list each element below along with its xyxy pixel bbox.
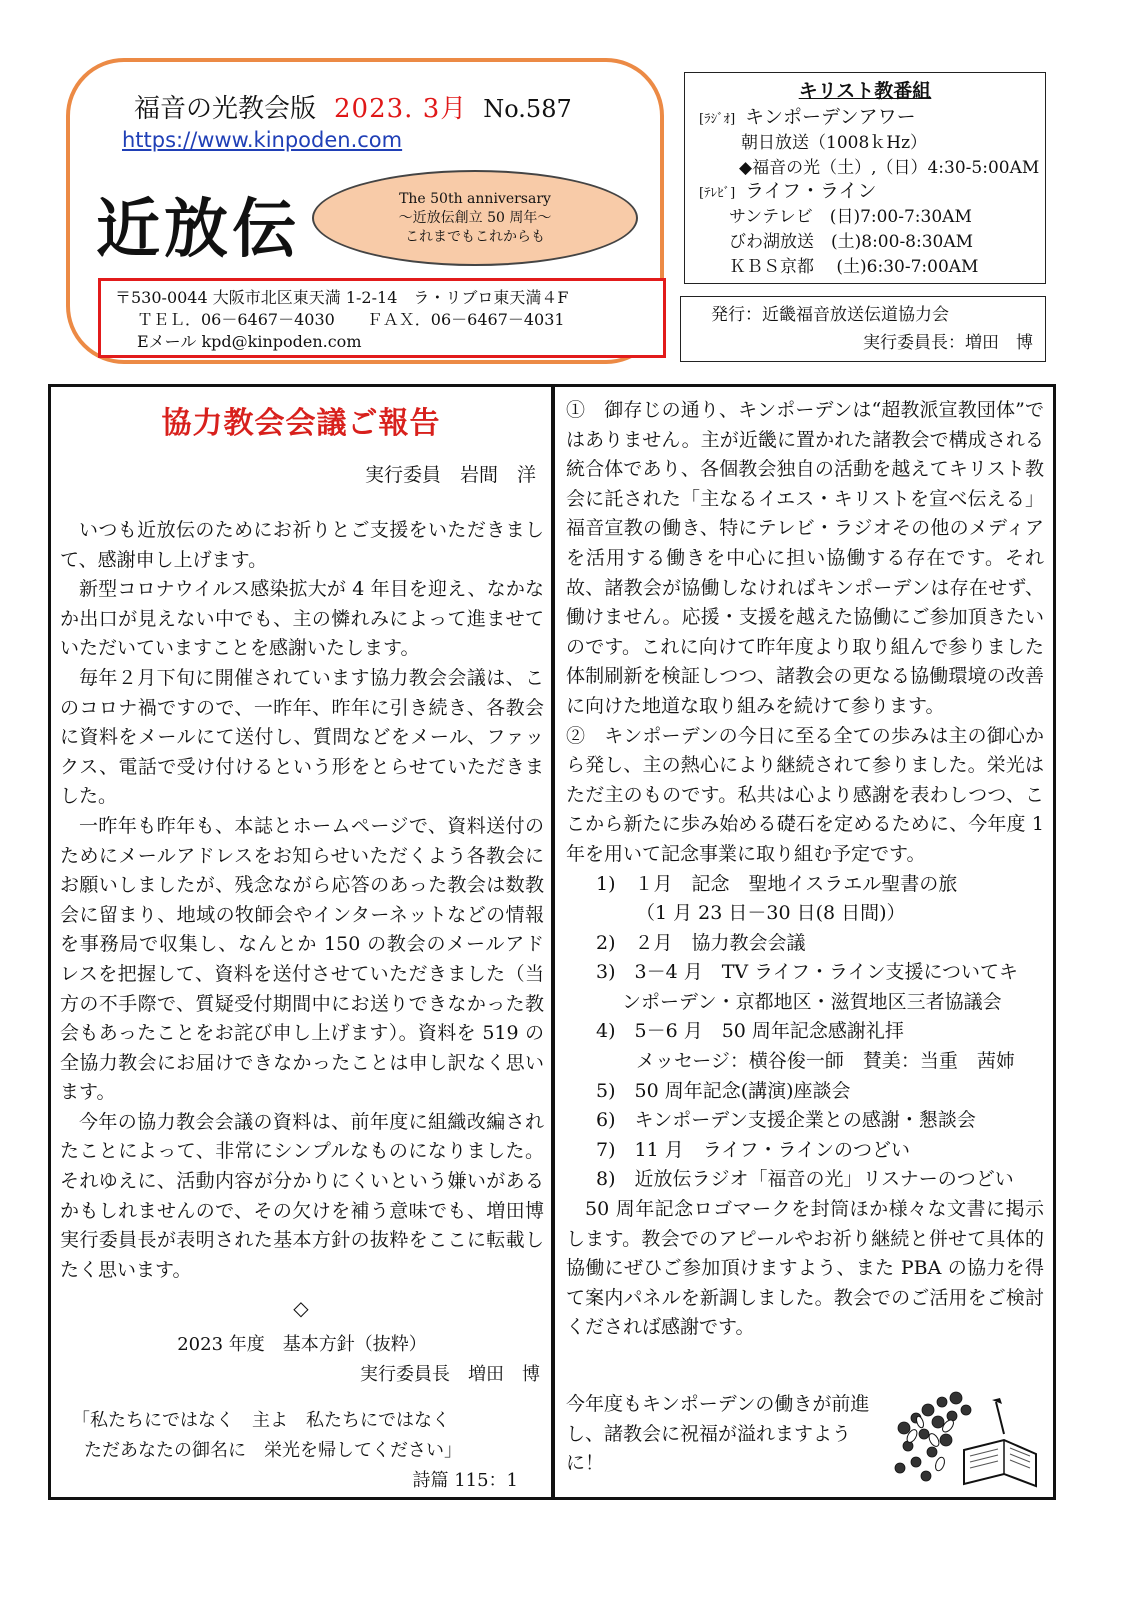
quote-line: ただあなたの御名に 栄光を帰してください」 [84,1440,462,1461]
report-paragraph: 毎年２月下旬に開催されています協力教会会議は、このコロナ禍ですので、一昨年、昨年に引き続き、各教会に資料をメールにて送付し、質問などをメール、ファックス、電話で受け付けるという形をとらせていただきました。 [60,666,544,808]
newsletter-title: 近放伝 [96,193,300,267]
publisher-name: 発行：近畿福音放送伝道協力会 [711,305,949,325]
website-link[interactable]: https://www.kinpoden.com [122,128,403,152]
report-paragraph: 今年の協力教会会議の資料は、前年度に組織改編されたことによって、非常にシンプルなものになりました。それゆえに、活動内容が分かりにくいという嫌いがあるかもしれませんので、その欠けを補う意味でも、増田博実行委員長が表明された基本方針の抜粋をここに転載したく思います。 [60,1110,544,1281]
report-body [60,516,544,1285]
contact-address-box [98,278,666,358]
policy-body [566,396,1044,1343]
publisher-chair: 実行委員長：増田 博 [863,333,1033,353]
flower-book-illustration [886,1388,1046,1492]
policy-paragraph: ① 御存じの通り、キンポーデンは“超教派宣教団体”ではありません。主が近畿に置かれた諸教会で構成される統合体であり、各個教会独自の活動を越えてキリスト教会に託された「主なるイエス・キリストを宣べ伝える」福音宣教の働き、特にテレビ・ラジオその他のメディアを活用する働きを中心に担い協働する存在です。それ故、諸教会が協働しなければキンポーデンは存在せず、働けません。応援・支援を越えた協働にご参加頂きたいのです。これに向けて昨年度より取り組んで参りました体制刷新を検証しつつ、諸教会の更なる協働環境の改善に向けた地道な取り組みを続けて参ります。 [566,399,1044,717]
tv-station-row: ＫＢＳ京都 (土)6:30-7:00AM [729,257,979,277]
event-list-item: 6) キンポーデン支援企業との感謝・懇談会 [596,1109,976,1132]
radio-time: ◆福音の光（土）,（日）4:30-5:00AM [739,158,1040,178]
section-divider-diamond: ◇ [293,1296,309,1320]
policy-title: 2023 年度 基本方針（抜粋） [177,1334,427,1355]
closing-message: 今年度もキンポーデンの働きが前進し、諸教会に祝福が溢れますように！ [566,1393,870,1475]
quote-line: 「私たちにではなく 主よ 私たちにではなく [72,1410,450,1431]
event-list-item: 3) 3－4 月 TV ライフ・ライン支援についてキ ンポーデン・京都地区・滋賀地区三者協議会 [596,961,1019,1013]
policy-paragraph: ② キンポーデンの今日に至る全ての歩みは主の御心から発し、主の熱心により継続されて参りました。栄光はただ主のものです。私共は心より感謝を表わしつつ、ここから新たに歩み始める礎石を定めるために、今年度 1 年を用いて記念事業に取り組む予定です。 [566,724,1044,865]
tv-station-row: びわ湖放送 (土)8:00-8:30AM [729,232,974,252]
program-title: キリスト教番組 [798,80,932,102]
tv-station-row: サンテレビ (日)7:00-7:30AM [729,207,972,227]
publisher-box [680,296,1046,362]
event-list-item: 1) １月 記念 聖地イスラエル聖書の旅 （1 月 23 日－30 日(8 日間)） [596,872,958,925]
program-schedule-box [684,72,1046,284]
event-list-item: 4) 5－6 月 50 周年記念感謝礼拝 メッセージ：横谷俊一師 賛美：当重 茜姉 [596,1020,1015,1073]
radio-program-name: キンポーデンアワー [745,106,916,128]
report-author: 実行委員 岩間 洋 [364,464,536,486]
masthead-edition-line [134,88,572,125]
anniversary-line3: これまでもこれからも [405,228,545,245]
radio-tag: [ﾗｼﾞｵ] [699,112,736,127]
report-paragraph: 一昨年も昨年も、本誌とホームページで、資料送付のためにメールアドレスをお知らせいただくよう各教会にお願いしましたが、残念ながら応答のあった教会は数教会に留まり、地域の牧師会やインターネットなどの情報を事務局で収集し、なんとか 150 の教会のメールアドレスを把握して、資料を送付させていただきました（当方の不手際で、質疑受付期間中にお送りできなかった教会もあったことをお詫び申し上げます）。資料を 519 の全協力教会にお届けできなかったことは申し訳なく思います。 [60,814,544,1104]
anniversary-line1: The 50th anniversary [399,190,551,207]
tv-program-name: ライフ・ライン [745,180,877,202]
anniversary-line2: 〜近放伝創立 50 周年〜 [398,209,552,226]
radio-row [699,105,916,132]
issue-number: No.587 [483,95,572,123]
event-list-item: 8) 近放伝ラジオ「福音の光」リスナーのつどい [596,1168,1014,1191]
scripture-quote [72,1406,462,1466]
quote-source: 詩篇 115：1 [412,1470,518,1491]
phone-fax-line: ＴＥＬ．06－6467－4030 ＦＡＸ．06－6467－4031 [137,310,565,329]
event-list-item: 2) ２月 協力教会会議 [596,931,806,954]
radio-station: 朝日放送（1008ｋHz） [741,133,928,153]
event-list-item: 7) 11 月 ライフ・ラインのつどい [596,1138,911,1161]
email-line: Eメール kpd@kinpoden.com [137,332,362,351]
address-line: 〒530-0044 大阪市北区東天満 1-2-14 ラ・リブロ東天満４F [115,288,569,307]
issue-date: 2023. 3月 [334,94,468,124]
report-paragraph: いつも近放伝のためにお祈りとご支援をいただきまして、感謝申し上げます。 [60,519,544,571]
report-title: 協力教会会議ご報告 [161,406,441,441]
policy-author: 実行委員長 増田 博 [360,1364,540,1385]
report-paragraph: 新型コロナウイルス感染拡大が 4 年目を迎え、なかなか出口が見えない中でも、主の憐れみによって進ませていただいていますことを感謝いたします。 [60,578,544,660]
tv-row [699,179,876,206]
church-edition: 福音の光教会版 [134,94,317,124]
event-list-item: 5) 50 周年記念(講演)座談会 [596,1079,851,1102]
anniversary-badge [312,170,638,266]
policy-paragraph: 50 周年記念ロゴマークを封筒ほか様々な文書に掲示します。教会でのアピールやお祈り継続と併せて具体的協働にぜひご参加頂けますよう、また PBA の協力を得て案内パネルを新調しました。教会でのご活用をご検討くだされば感謝です。 [566,1198,1044,1339]
tv-tag: [ﾃﾚﾋﾞ] [699,186,736,201]
